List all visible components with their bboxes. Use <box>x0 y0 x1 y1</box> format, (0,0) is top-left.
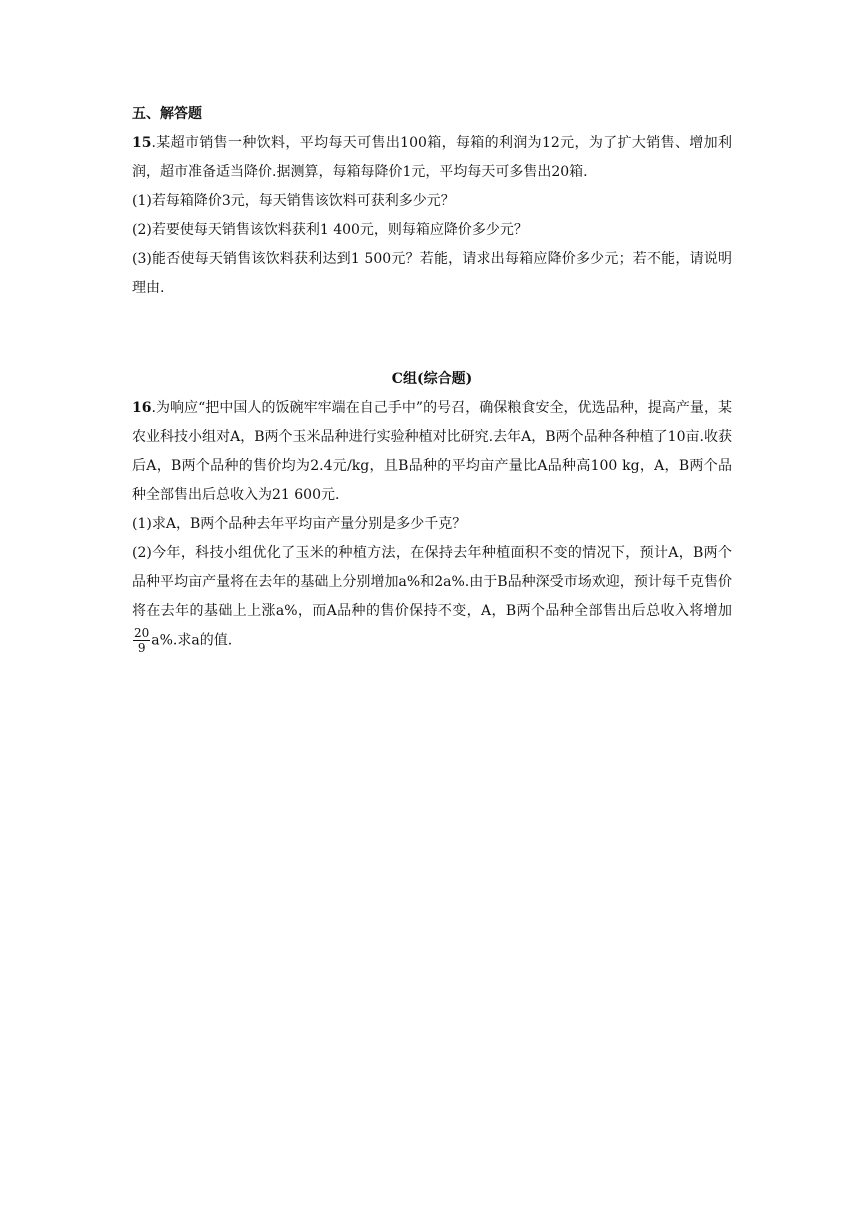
fraction <box>133 626 150 655</box>
question-16-stem <box>132 394 732 510</box>
section-heading: 五、解答题 <box>132 106 202 122</box>
question-15-part-2: (2)若要使每天销售该饮料获利1 400元，则每箱应降价多少元？ <box>132 222 528 238</box>
fraction-denominator: 9 <box>137 641 146 655</box>
question-16-number: 16 <box>132 400 152 416</box>
question-16-part-2-text: (2)今年，科技小组优化了玉米的种植方法，在保持去年种植面积不变的情况下，预计A，B两个品种平均亩产量将在去年的基础上分别增加a%和2a%.由于B品种深受市场欢迎，预计每千克售价将在去年的基础上上涨a%，而A品种的售价保持不变，A，B两个品种全部售出后总收入将增加 <box>132 545 732 619</box>
question-15-part-1: (1)若每箱降价3元，每天销售该饮料可获利多少元？ <box>132 193 455 209</box>
question-16-text: .为响应“把中国人的饭碗牢牢端在自己手中”的号召，确保粮食安全，优选品种，提高产量，某农业科技小组对A，B两个玉米品种进行实验种植对比研究.去年A，B两个品种各种植了10亩.收获后A，B两个品种的售价均为2.4元/kg，且B品种的平均亩产量比A品种高100 kg，A，B两个品种全部售出后总收入为21 600元. <box>132 400 732 503</box>
question-15-stem <box>132 129 732 187</box>
group-c-title: C组(综合题) <box>391 371 473 387</box>
question-15-text: .某超市销售一种饮料，平均每天可售出100箱，每箱的利润为12元，为了扩大销售、增加利润，超市准备适当降价.据测算，每箱每降价1元，平均每天可多售出20箱. <box>132 135 732 180</box>
question-16-part-1: (1)求A，B两个品种去年平均亩产量分别是多少千克？ <box>132 516 467 532</box>
question-16-part-2-tail: a%.求a的值. <box>151 632 233 649</box>
fraction-numerator: 20 <box>134 626 150 640</box>
question-15-number: 15 <box>132 135 152 151</box>
question-15-part-3: (3)能否使每天销售该饮料获利达到1 500元？若能，请求出每箱应降价多少元；若不能，请说明理由. <box>132 251 732 296</box>
question-16-part-2 <box>132 539 732 656</box>
document-content <box>132 100 732 656</box>
